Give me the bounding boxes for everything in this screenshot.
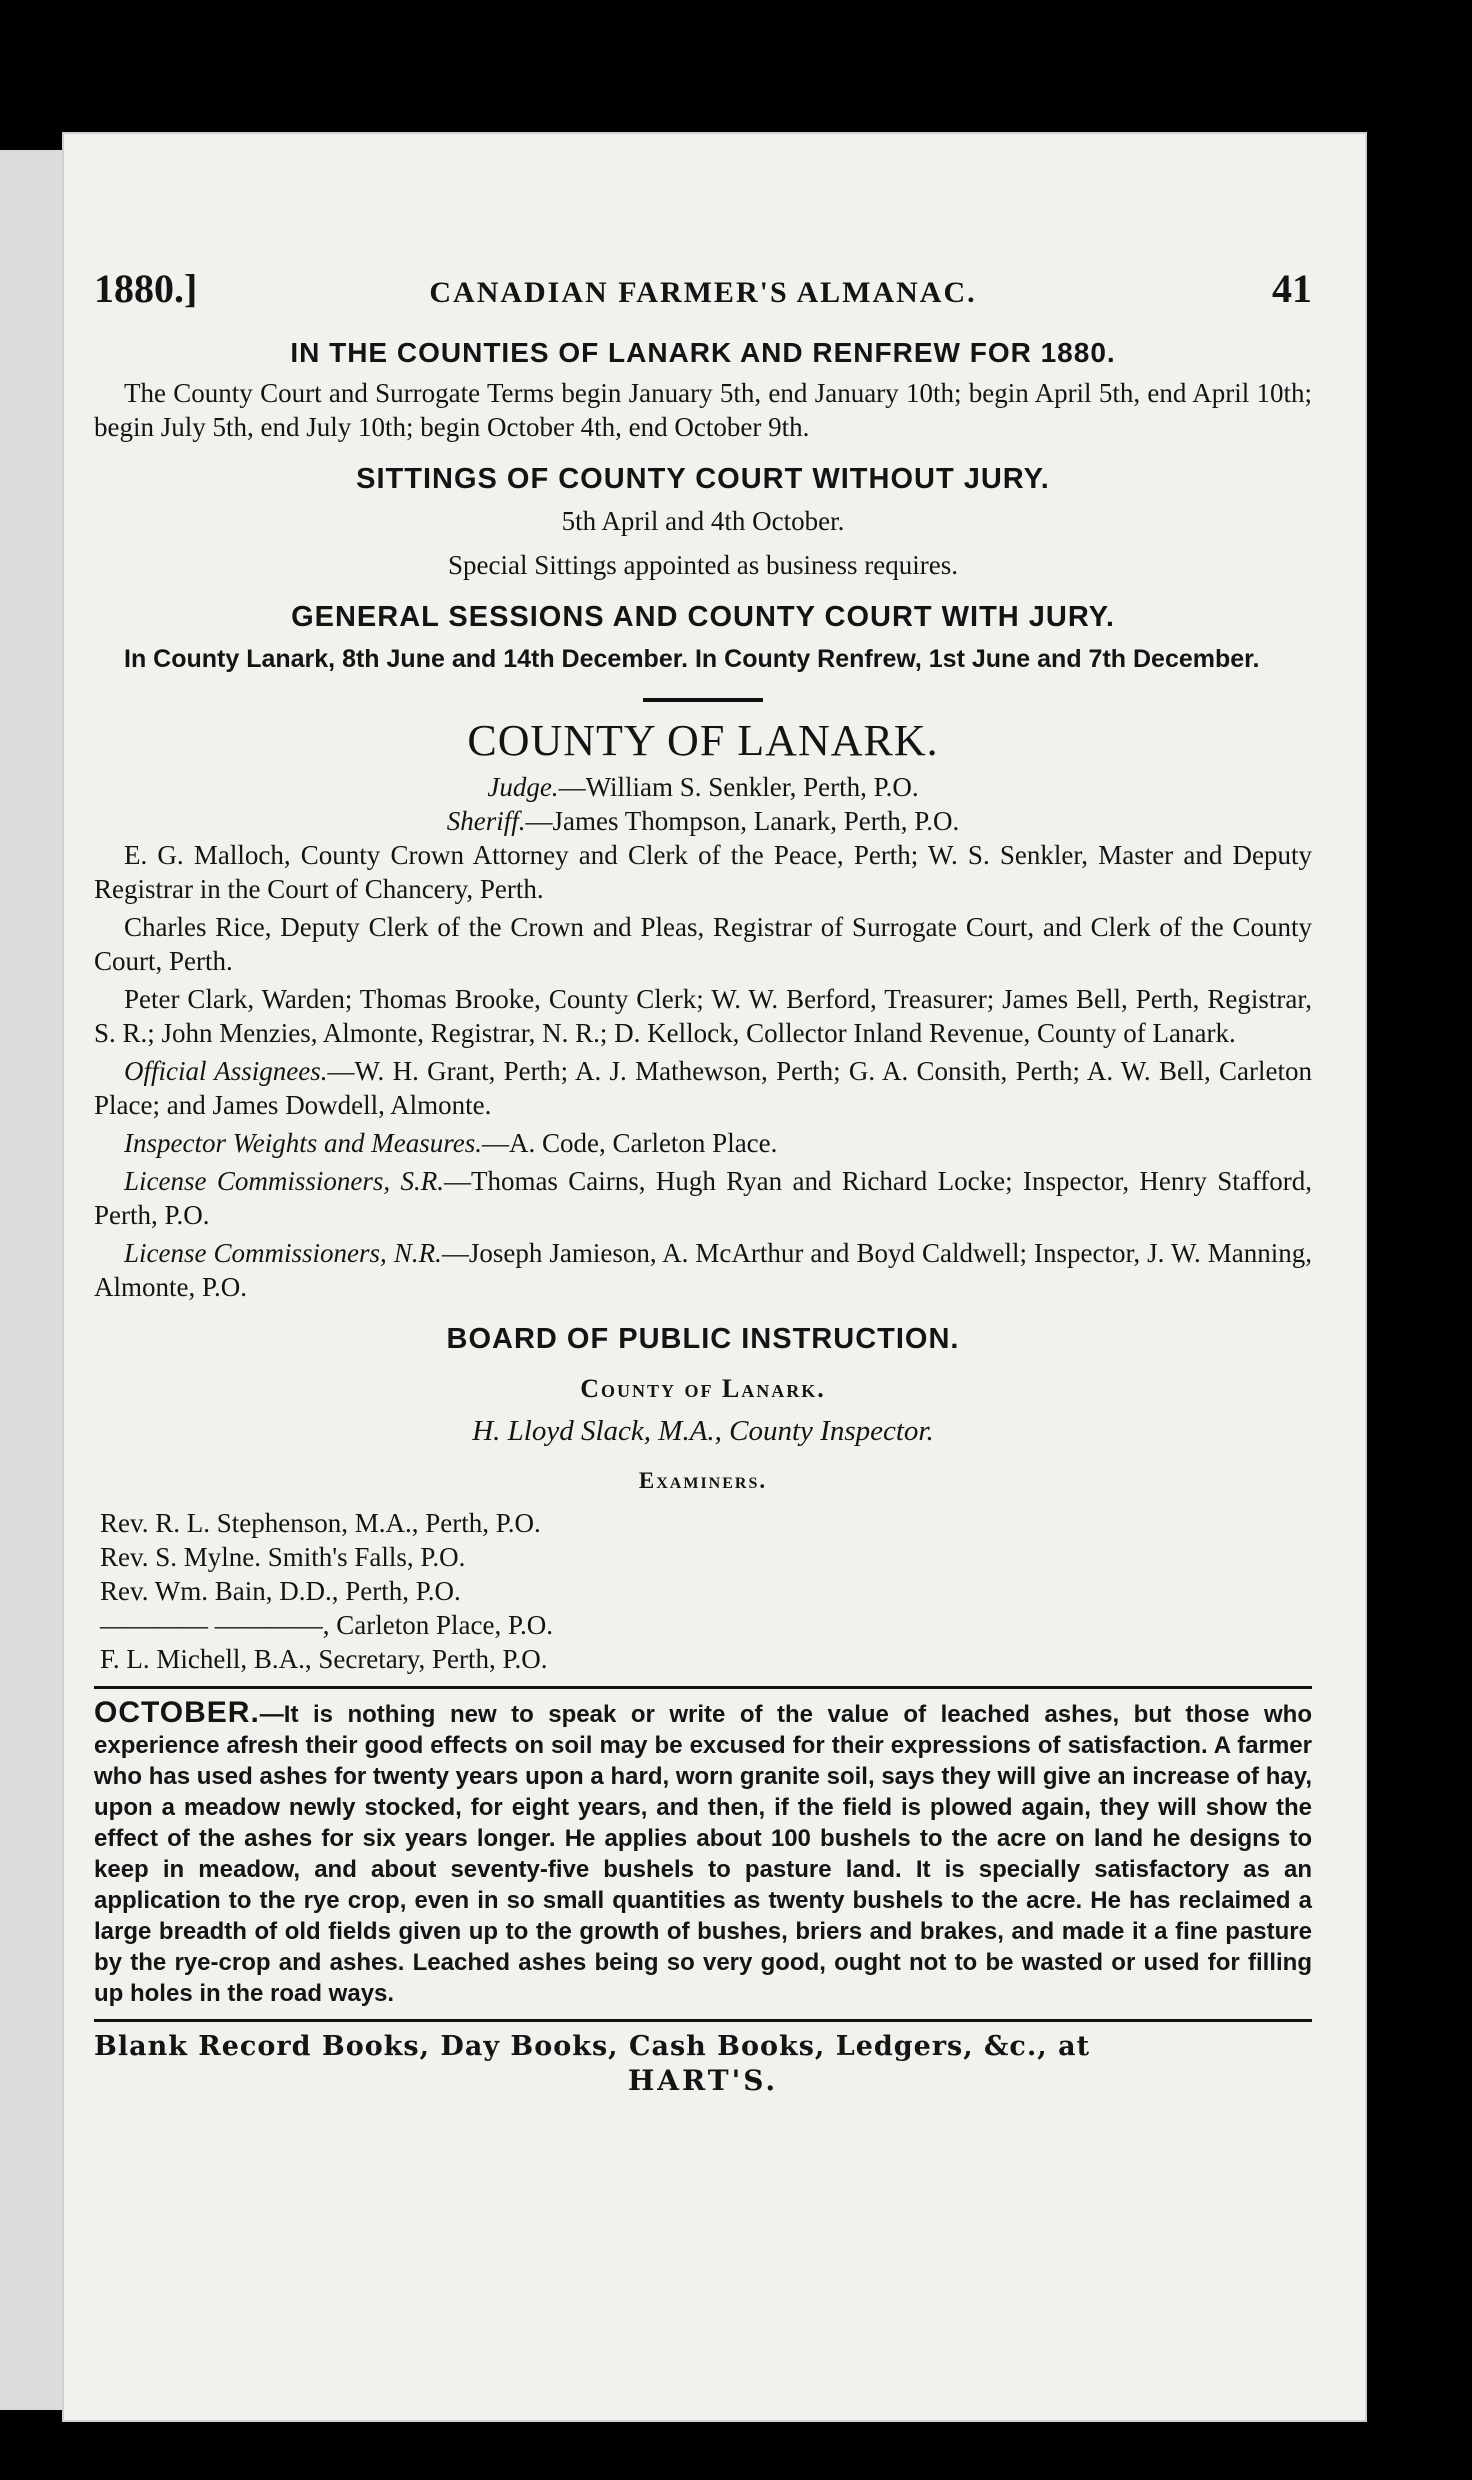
inspector-label: Inspector Weights and Measures. bbox=[124, 1128, 482, 1158]
page-number: 41 bbox=[1272, 266, 1312, 311]
board-subheading: County of Lanark. bbox=[580, 1374, 826, 1403]
almanac-page bbox=[62, 132, 1367, 2422]
assignees-label: Official Assignees. bbox=[124, 1056, 328, 1086]
board-heading: BOARD OF PUBLIC INSTRUCTION. bbox=[446, 1323, 960, 1355]
special-sittings: Special Sittings appointed as business requires. bbox=[448, 550, 958, 580]
advert-line-1: Blank Record Books, Day Books, Cash Books, Ledgers, &c., at bbox=[94, 2031, 1091, 2062]
judge-label: Judge. bbox=[487, 772, 559, 802]
examiners-list bbox=[94, 1506, 1312, 1676]
inspector-value: —A. Code, Carleton Place. bbox=[481, 1128, 778, 1158]
advert-top-rule bbox=[94, 2019, 1312, 2022]
examiner-item: Rev. S. Mylne. Smith's Falls, P.O. bbox=[100, 1542, 466, 1572]
sittings-heading: SITTINGS OF COUNTY COURT WITHOUT JURY. bbox=[356, 463, 1050, 495]
examiners-heading: Examiners. bbox=[638, 1468, 768, 1493]
october-text: —It is nothing new to speak or write of the value of leached ashes, but those who experience afresh their good effects on soil may be excused for their expressions of satisfaction. A farmer who has used ashes for twenty years upon a hard, worn granite soil, says they will give an increase of hay, upon a meadow newly stocked, for eight years, and then, if the field is plowed again, they will show the effect of the ashes for six years longer. He applies about 100 bushels to the acre on land he designs to keep in meadow, and about seventy-five bushels to pasture land. It is specially satisfactory as an application to the rye crop, even in so small quantities as twenty bushels to the acre. He has reclaimed a large breadth of old fields given up to the growth of bushes, briers and brakes, and made it a fine pasture by the rye-crop and ashes. Leached ashes being so very good, ought not to be wasted or used for filling up holes in the road ways. bbox=[94, 1701, 1312, 2007]
officials-paragraph-3: Peter Clark, Warden; Thomas Brooke, County Clerk; W. W. Berford, Treasurer; James Bell, Perth, Registrar, S. R.; John Menzies, Almonte, Registrar, N. R.; D. Kellock, Collector Inland Revenue, County of Lanark. bbox=[94, 984, 1312, 1048]
court-terms-text: The County Court and Surrogate Terms begin January 5th, end January 10th; begin April 5th, end April 10th; begin July 5th, end July 10th; begin October 4th, end October 9th. bbox=[94, 378, 1312, 442]
october-paragraph bbox=[94, 1697, 1312, 2009]
officials-paragraph-2: Charles Rice, Deputy Clerk of the Crown and Pleas, Registrar of Surrogate Court, and Clerk of the County Court, Perth. bbox=[94, 912, 1312, 976]
october-lead: OCTOBER. bbox=[94, 1696, 260, 1729]
page-content bbox=[94, 266, 1313, 2098]
inspector-weights bbox=[94, 1126, 1312, 1160]
examiner-item: F. L. Michell, B.A., Secretary, Perth, P.O. bbox=[100, 1644, 548, 1674]
running-head-title: CANADIAN FARMER'S ALMANAC. bbox=[429, 276, 977, 309]
judge-value: —William S. Senkler, Perth, P.O. bbox=[558, 772, 919, 802]
license-sr-label: License Commissioners, S.R. bbox=[124, 1166, 444, 1196]
examiner-item: ———— ————, Carleton Place, P.O. bbox=[100, 1610, 553, 1640]
advert-line-2: HART'S. bbox=[627, 2064, 779, 2097]
sheriff-label: Sheriff. bbox=[446, 806, 526, 836]
official-assignees bbox=[94, 1054, 1312, 1122]
sheriff-value: —James Thompson, Lanark, Perth, P.O. bbox=[525, 806, 960, 836]
license-nr-label: License Commissioners, N.R. bbox=[124, 1238, 442, 1268]
running-head-year: 1880.] bbox=[94, 266, 198, 311]
october-top-rule bbox=[94, 1686, 1312, 1689]
section-divider bbox=[643, 698, 763, 702]
county-inspector: H. Lloyd Slack, M.A., County Inspector. bbox=[472, 1415, 934, 1447]
license-sr-value: —Thomas Cairns, Hugh Ryan and Richard Locke; Inspector, Henry Stafford, Perth, P.O. bbox=[94, 1166, 1312, 1230]
general-sessions-text: In County Lanark, 8th June and 14th December. In County Renfrew, 1st June and 7th December. bbox=[124, 645, 1260, 673]
license-commissioners-sr bbox=[94, 1164, 1312, 1232]
adjacent-page-edge bbox=[0, 150, 65, 2410]
officials-paragraph-1: E. G. Malloch, County Crown Attorney and Clerk of the Peace, Perth; W. S. Senkler, Master and Deputy Registrar in the Court of Chancery, Perth. bbox=[94, 840, 1312, 904]
assignees-value: —W. H. Grant, Perth; A. J. Mathewson, Perth; G. A. Consith, Perth; A. W. Bell, Carleton Place; and James Dowdell, Almonte. bbox=[94, 1056, 1312, 1120]
judge-line bbox=[94, 770, 1312, 804]
license-nr-value: —Joseph Jamieson, A. McArthur and Boyd Caldwell; Inspector, J. W. Manning, Almonte, P.O. bbox=[94, 1238, 1313, 1302]
sittings-dates: 5th April and 4th October. bbox=[561, 506, 845, 536]
sheriff-line bbox=[94, 804, 1312, 838]
examiner-item: Rev. Wm. Bain, D.D., Perth, P.O. bbox=[100, 1576, 461, 1606]
county-of-lanark-title: COUNTY OF LANARK. bbox=[467, 716, 939, 765]
examiner-item: Rev. R. L. Stephenson, M.A., Perth, P.O. bbox=[100, 1508, 541, 1538]
general-sessions-heading: GENERAL SESSIONS AND COUNTY COURT WITH JURY. bbox=[291, 601, 1115, 633]
license-commissioners-nr bbox=[94, 1236, 1312, 1304]
counties-heading: IN THE COUNTIES OF LANARK AND RENFREW FOR 1880. bbox=[290, 337, 1116, 368]
running-head bbox=[94, 266, 1312, 322]
